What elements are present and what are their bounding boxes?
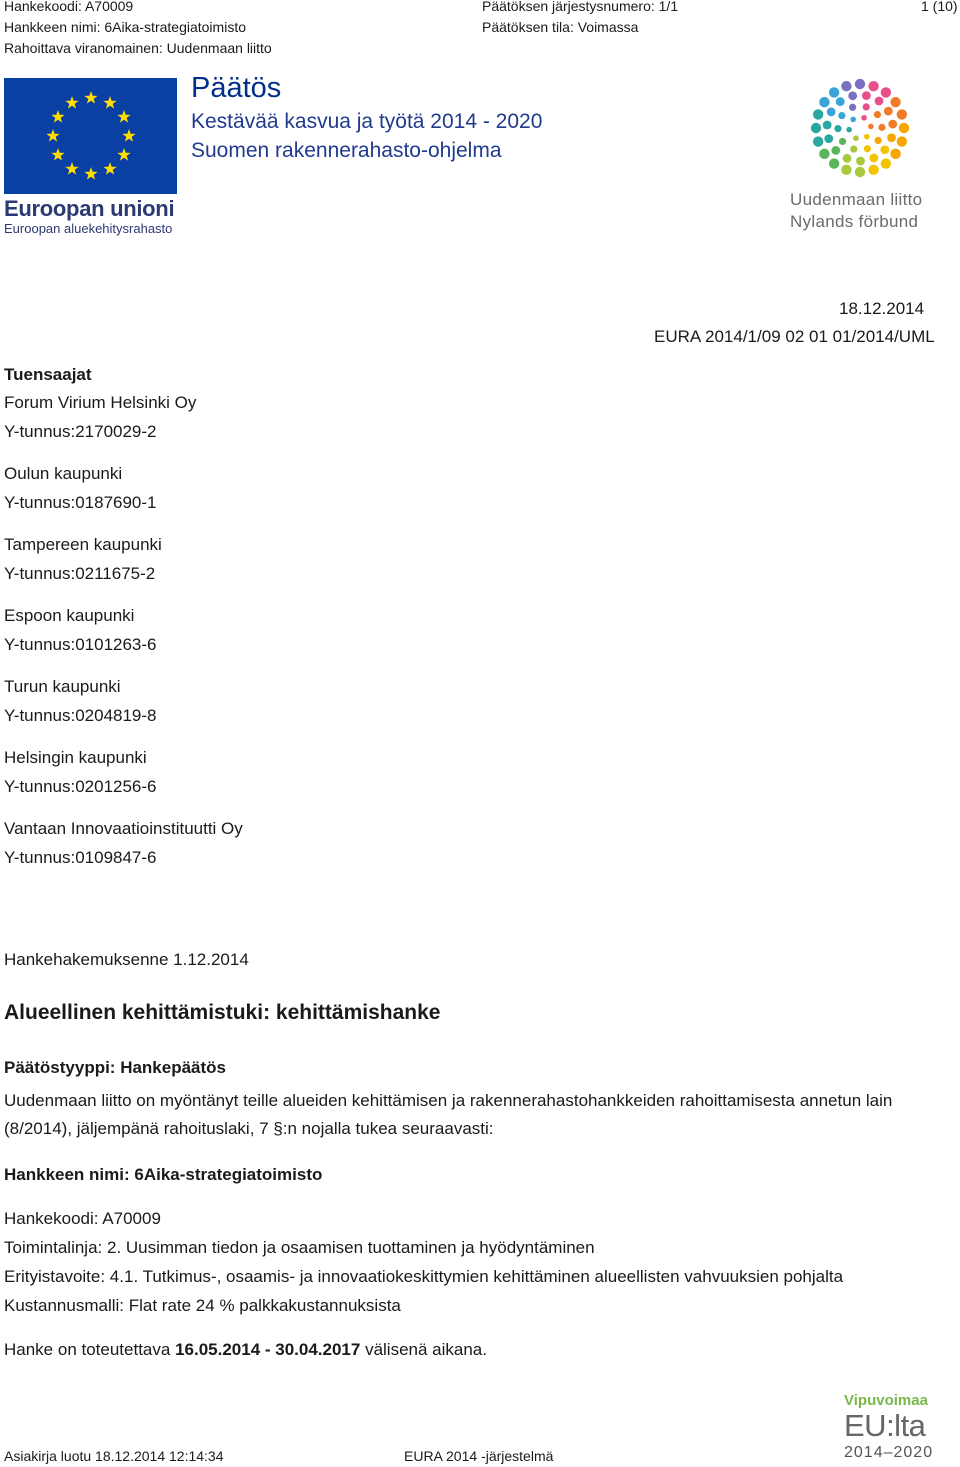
eu-stars-icon bbox=[4, 78, 177, 194]
recipient-name: Vantaan Innovaatioinstituutti Oy bbox=[4, 819, 243, 838]
recipient-name: Tampereen kaupunki bbox=[4, 535, 162, 554]
vipuvoimaa-logo-eu: EU:lta bbox=[844, 1408, 926, 1443]
header-project-code: Hankekoodi: A70009 bbox=[4, 0, 134, 14]
recipient-id: Y-tunnus:0187690-1 bbox=[4, 493, 157, 512]
project-period bbox=[4, 1340, 487, 1360]
decision-type: Päätöstyyppi: Hankepäätös bbox=[4, 1058, 227, 1077]
uml-logo-subtext: Nylands förbund bbox=[790, 212, 919, 231]
vipuvoimaa-logo-years: 2014–2020 bbox=[844, 1444, 934, 1461]
body-text-line: Uudenmaan liitto on myöntänyt teille alueiden kehittämisen ja rakennerahastohankkeiden rahoittamisesta annetun lain bbox=[4, 1091, 893, 1110]
recipient-id: Y-tunnus:0101263-6 bbox=[4, 635, 157, 654]
header-decision-status: Päätöksen tila: Voimassa bbox=[482, 19, 639, 35]
recipient-id: Y-tunnus:2170029-2 bbox=[4, 422, 157, 441]
recipient-id: Y-tunnus:0204819-8 bbox=[4, 706, 157, 725]
detail-cost-model: Kustannusmalli: Flat rate 24 % palkkakustannuksista bbox=[4, 1296, 401, 1315]
detail-action-line: Toimintalinja: 2. Uusimman tiedon ja osaamisen tuottaminen ja hyödyntäminen bbox=[4, 1238, 595, 1257]
recipient-id: Y-tunnus:0109847-6 bbox=[4, 848, 157, 867]
detail-specific-objective: Erityistavoite: 4.1. Tutkimus-, osaamis- ja innovaatiokeskittymien kehittäminen alueellisten vahvuuksien pohjalta bbox=[4, 1267, 844, 1286]
period-dates: 16.05.2014 - 30.04.2017 bbox=[175, 1340, 361, 1359]
decision-reference: EURA 2014/1/09 02 01 01/2014/UML bbox=[654, 327, 935, 346]
recipient-id: Y-tunnus:0211675-2 bbox=[4, 564, 156, 583]
subtitle-fund: Suomen rakennerahasto-ohjelma bbox=[191, 139, 502, 162]
header-project-name: Hankkeen nimi: 6Aika-strategiatoimisto bbox=[4, 19, 246, 35]
support-heading: Alueellinen kehittämistuki: kehittämishanke bbox=[4, 1001, 441, 1024]
eu-flag-logo bbox=[4, 78, 177, 194]
header-page-number: 1 (10) bbox=[921, 0, 958, 14]
body-text-line: (8/2014), jäljempänä rahoituslaki, 7 §:n nojalla tukea seuraavasti: bbox=[4, 1119, 494, 1138]
recipient-name: Oulun kaupunki bbox=[4, 464, 123, 483]
footer-system: EURA 2014 -järjestelmä bbox=[404, 1448, 554, 1464]
decision-date: 18.12.2014 bbox=[839, 299, 925, 318]
eu-logo-subtext: Euroopan aluekehitysrahasto bbox=[4, 221, 173, 236]
project-name-heading: Hankkeen nimi: 6Aika-strategiatoimisto bbox=[4, 1165, 323, 1184]
header-authority: Rahoittava viranomainen: Uudenmaan liitto bbox=[4, 40, 272, 56]
eu-logo-text: Euroopan unioni bbox=[4, 196, 175, 221]
vipuvoimaa-logo-text: Vipuvoimaa bbox=[844, 1392, 928, 1409]
recipients-heading: Tuensaajat bbox=[4, 365, 92, 384]
uml-logo-graphic bbox=[805, 76, 915, 186]
period-suffix: välisenä aikana. bbox=[360, 1340, 487, 1359]
recipient-name: Espoon kaupunki bbox=[4, 606, 135, 625]
recipient-name: Turun kaupunki bbox=[4, 677, 121, 696]
recipient-name: Forum Virium Helsinki Oy bbox=[4, 393, 197, 412]
recipient-name: Helsingin kaupunki bbox=[4, 748, 147, 767]
uml-logo-text: Uudenmaan liitto bbox=[790, 190, 923, 209]
detail-project-code: Hankekoodi: A70009 bbox=[4, 1209, 161, 1228]
application-date: Hankehakemuksenne 1.12.2014 bbox=[4, 950, 249, 969]
footer-created: Asiakirja luotu 18.12.2014 12:14:34 bbox=[4, 1448, 224, 1464]
subtitle-program: Kestävää kasvua ja työtä 2014 - 2020 bbox=[191, 110, 543, 133]
page-title: Päätös bbox=[191, 72, 282, 104]
recipient-id: Y-tunnus:0201256-6 bbox=[4, 777, 157, 796]
period-prefix: Hanke on toteutettava bbox=[4, 1340, 176, 1359]
header-decision-number: Päätöksen järjestysnumero: 1/1 bbox=[482, 0, 679, 14]
